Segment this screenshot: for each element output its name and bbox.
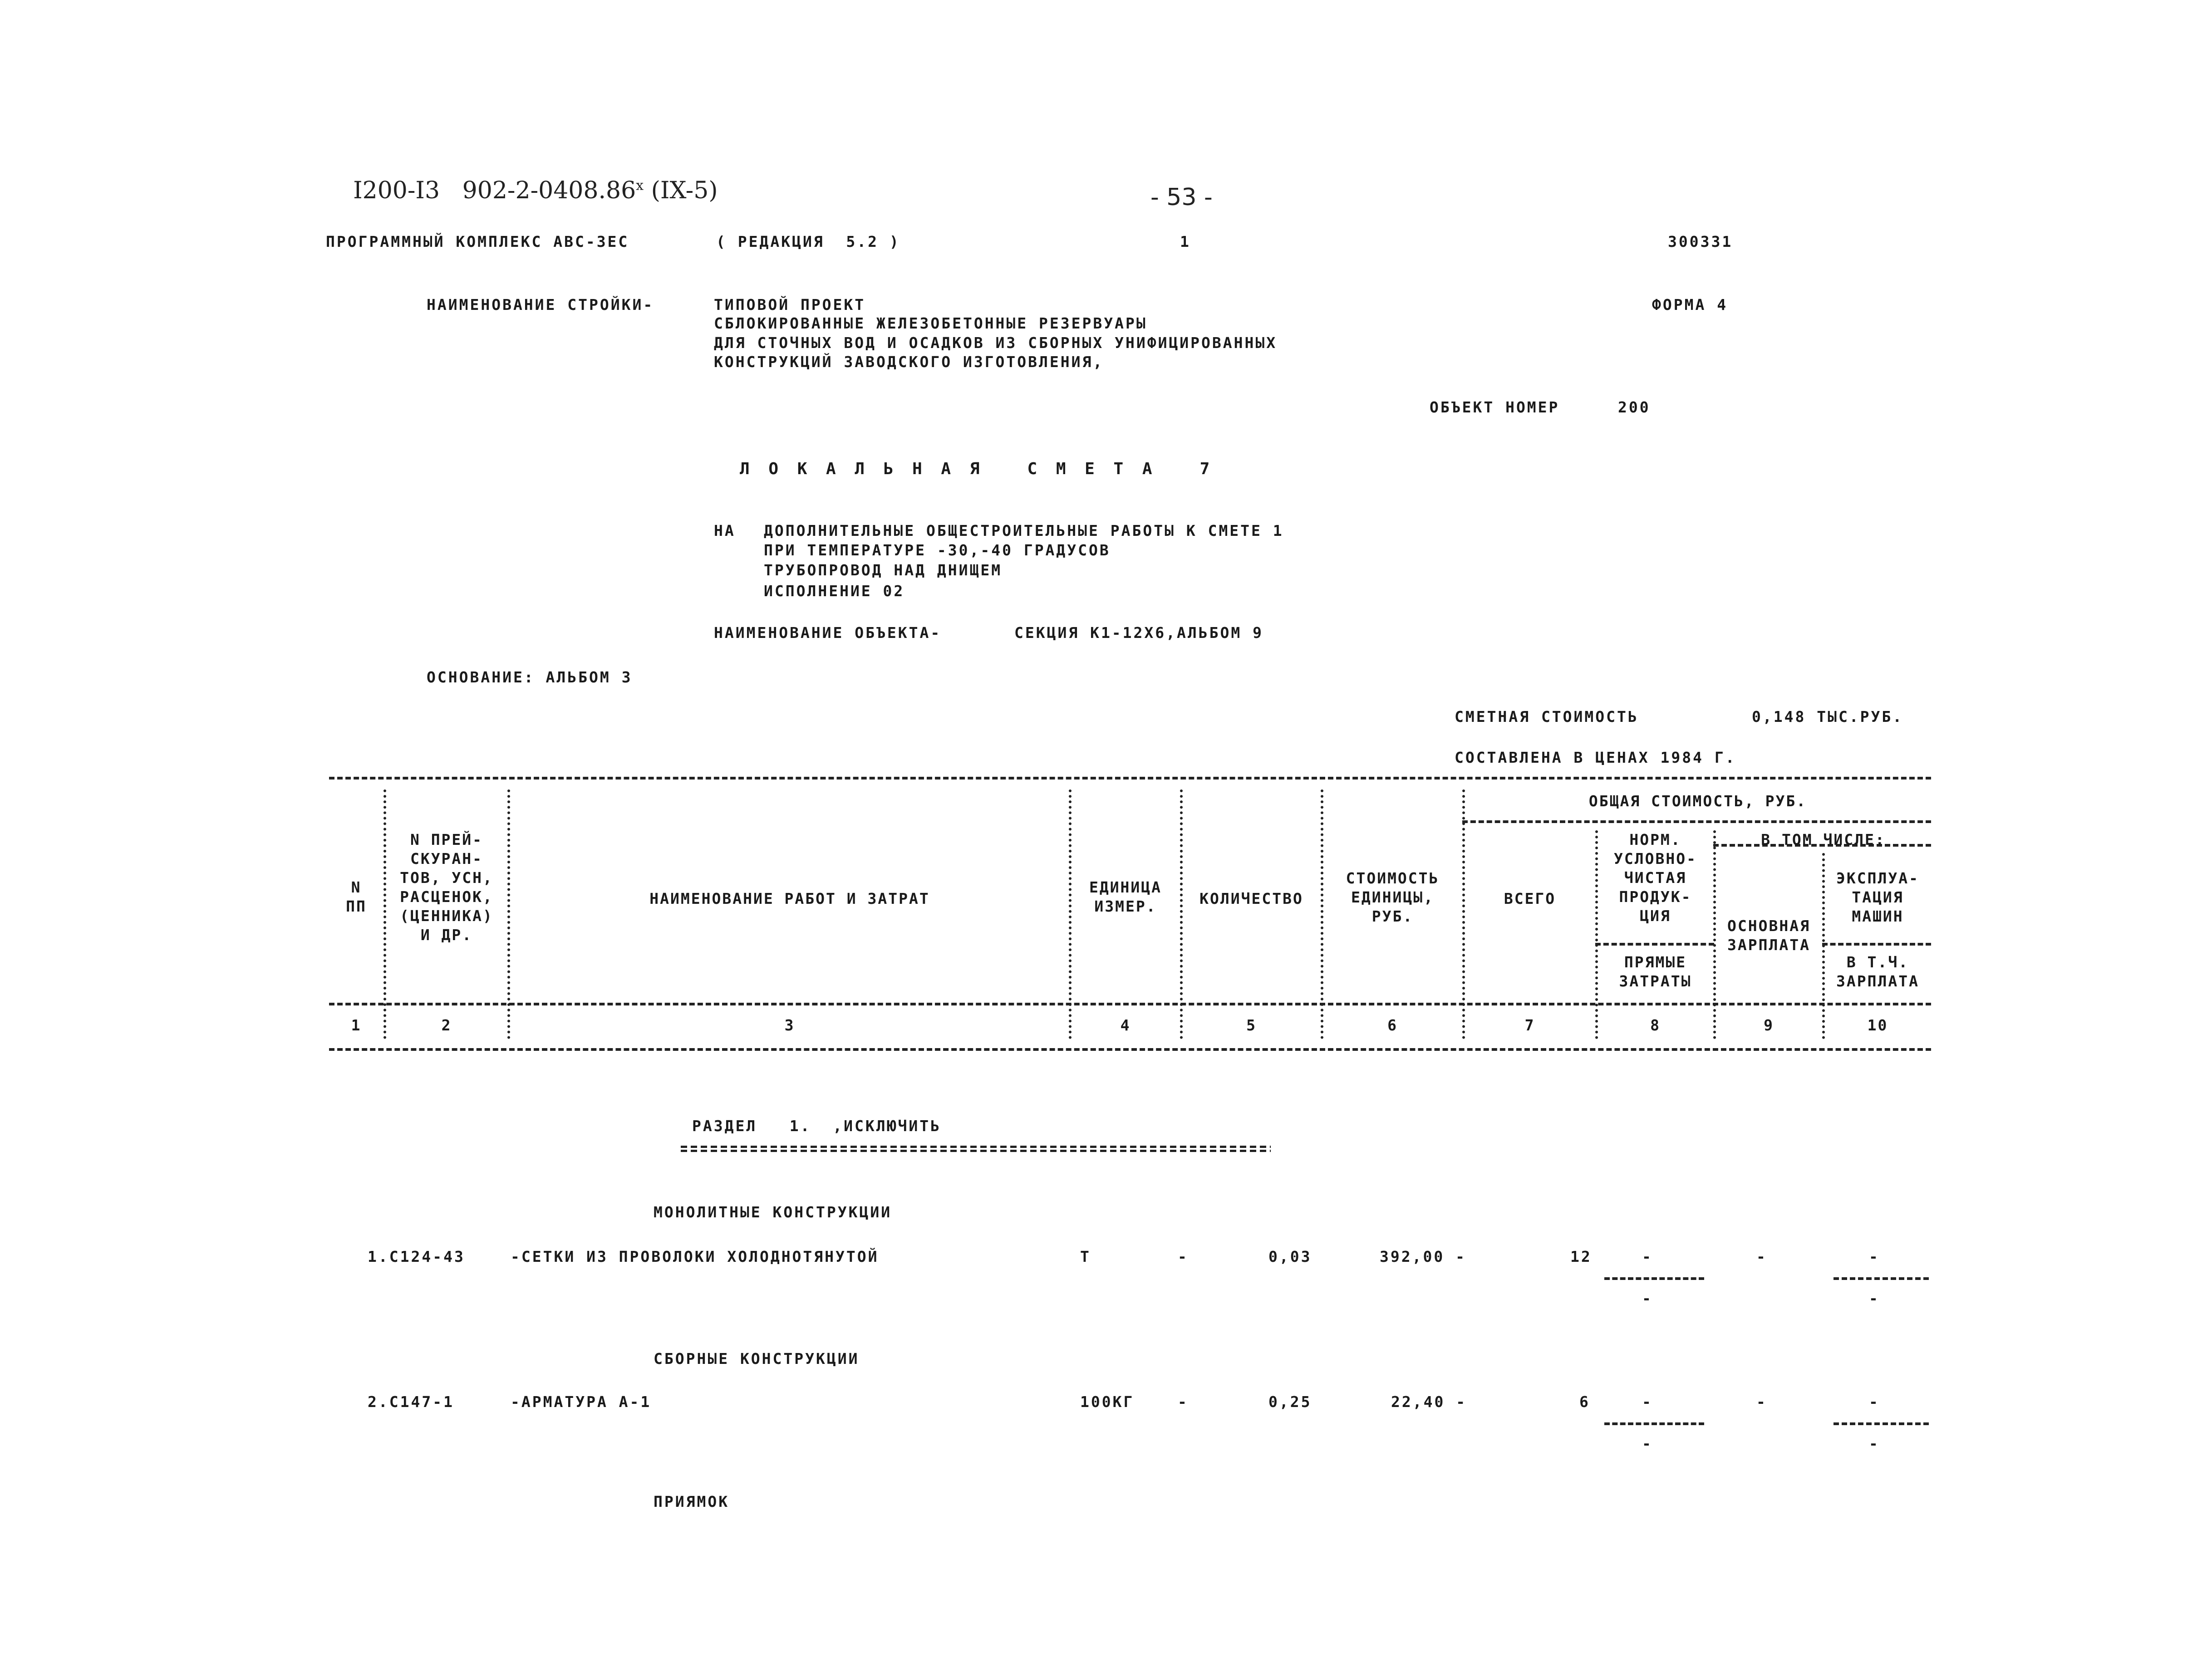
header-col-7: ВСЕГО [1504,890,1556,907]
row-mark: - [1178,1393,1189,1411]
row-col8-sub: - [1642,1435,1653,1452]
col10-split-rule [1822,943,1931,946]
col-number-8: 8 [1650,1016,1661,1034]
object-number-label: ОБЪЕКТ НОМЕР [1430,398,1560,416]
col-number-3: 3 [784,1016,795,1034]
sheet-number: 1 [1180,233,1191,250]
row-unit: 100КГ [1080,1393,1135,1411]
section-title-underline [681,1146,1271,1152]
project-line-4: КОНСТРУКЦИЙ ЗАВОДСКОГО ИЗГОТОВЛЕНИЯ, [714,353,1104,371]
estimate-on-line-3: ТРУБОПРОВОД НАД ДНИЩЕМ [764,561,1003,579]
doc-code-2-sup: x [636,177,644,194]
header-col-6: СТОИМОСТЬ ЕДИНИЦЫ, РУБ. [1346,869,1440,925]
doc-code-3: (IX-5) [651,177,718,204]
doc-code-1: I200-I3 [353,177,440,204]
doc-code [338,150,718,204]
group-name-3: ПРИЯМОК [654,1493,730,1510]
row-col8-split [1604,1277,1704,1280]
cost-value: 0,148 ТЫС.РУБ. [1752,708,1904,726]
row-col8: - [1642,1393,1653,1411]
col-number-6: 6 [1387,1016,1398,1034]
project-line-3: ДЛЯ СТОЧНЫХ ВОД И ОСАДКОВ ИЗ СБОРНЫХ УНИФИЦИРОВАННЫХ [714,334,1278,352]
row-qty: 0,25 [1268,1393,1312,1411]
numbers-bottom-rule [329,1048,1931,1051]
row-code: 2.С147-1 [368,1393,454,1411]
doc-id: 300331 [1668,233,1733,250]
col-number-10: 10 [1867,1016,1888,1034]
estimate-on-line-2: ПРИ ТЕМПЕРАТУРЕ -30,-40 ГРАДУСОВ [764,541,1111,559]
estimate-on-line-4: ИСПОЛНЕНИЕ 02 [764,582,905,600]
col-sep-2 [507,789,515,1039]
form-label: ФОРМА 4 [1652,296,1728,314]
row-qty: 0,03 [1268,1248,1312,1265]
row-col9: - [1756,1393,1767,1411]
header-col-10a: ЭКСПЛУА- ТАЦИЯ МАШИН [1836,869,1919,925]
basis: ОСНОВАНИЕ: АЛЬБОМ 3 [427,668,633,686]
project-label: НАИМЕНОВАНИЕ СТРОЙКИ- [427,296,654,314]
row-price: 22,40 - [1391,1393,1467,1411]
revision: ( РЕДАКЦИЯ 5.2 ) [716,233,900,250]
row-col10: - [1869,1248,1880,1265]
header-col-10b: В Т.Ч. ЗАРПЛАТА [1836,953,1919,990]
header-col-4: ЕДИНИЦА ИЗМЕР. [1089,878,1162,915]
header-group: ОБЩАЯ СТОИМОСТЬ, РУБ. [1588,792,1807,810]
project-line-2: СБЛОКИРОВАННЫЕ ЖЕЛЕЗОБЕТОННЫЕ РЕЗЕРВУАРЫ [714,314,1147,332]
row-code: 1.С124-43 [368,1248,465,1265]
row-col10-sub: - [1869,1289,1880,1307]
project-line-1: ТИПОВОЙ ПРОЕКТ [714,296,866,314]
object-name: СЕКЦИЯ К1-12Х6,АЛЬБОМ 9 [1014,624,1263,642]
row-name: -АРМАТУРА А-1 [511,1393,652,1411]
cost-label: СМЕТНАЯ СТОИМОСТЬ [1455,708,1639,726]
page-number: - 53 - [1150,184,1213,211]
group-rule [1462,820,1931,823]
col-number-2: 2 [441,1016,452,1034]
row-total: 6 [1579,1393,1590,1411]
col-sep-4 [1180,789,1187,1039]
header-col-8a: НОРМ. УСЛОВНО- ЧИСТАЯ ПРОДУК- ЦИЯ [1614,831,1697,925]
header-bottom-rule [329,1003,1931,1005]
row-price: 392,00 - [1380,1248,1466,1265]
row-total: 12 [1570,1248,1592,1265]
header-col-1: N ПП [346,878,367,915]
row-col8-sub: - [1642,1289,1653,1307]
col-number-7: 7 [1524,1016,1535,1034]
prices-year: СОСТАВЛЕНА В ЦЕНАХ 1984 Г. [1455,749,1736,766]
estimate-on-label: НА [714,522,736,539]
row-col10-split [1834,1422,1929,1425]
object-number: 200 [1618,398,1651,416]
col-number-1: 1 [351,1016,362,1034]
col-sep-6 [1462,789,1470,1039]
header-subgroup: В ТОМ ЧИСЛЕ: [1761,831,1886,848]
row-col8-split [1604,1422,1704,1425]
header-col-8b: ПРЯМЫЕ ЗАТРАТЫ [1619,953,1692,990]
estimate-on-line-1: ДОПОЛНИТЕЛЬНЫЕ ОБЩЕСТРОИТЕЛЬНЫЕ РАБОТЫ К СМЕТЕ 1 [764,522,1284,539]
row-col8: - [1642,1248,1653,1265]
header-col-3: НАИМЕНОВАНИЕ РАБОТ И ЗАТРАТ [649,890,930,907]
header-col-9: ОСНОВНАЯ ЗАРПЛАТА [1727,917,1810,954]
header-col-5: КОЛИЧЕСТВО [1199,890,1303,907]
group-name-2: СБОРНЫЕ КОНСТРУКЦИИ [654,1350,860,1368]
row-col10-sub: - [1869,1435,1880,1452]
col-number-9: 9 [1764,1016,1774,1034]
row-unit: Т [1080,1248,1091,1265]
row-mark: - [1178,1248,1189,1265]
row-col9: - [1756,1248,1767,1265]
col8-split-rule [1595,943,1714,946]
object-name-label: НАИМЕНОВАНИЕ ОБЪЕКТА- [714,624,942,642]
col-number-4: 4 [1120,1016,1131,1034]
estimate-title: Л О К А Л Ь Н А Я С М Е Т А 7 [740,460,1214,478]
header-col-2: N ПРЕЙ- СКУРАН- ТОВ, УСН, РАСЦЕНОК, (ЦЕННИКА) И ДР. [400,831,493,944]
row-col10-split [1834,1277,1929,1280]
group-name-1: МОНОЛИТНЫЕ КОНСТРУКЦИИ [654,1203,892,1221]
row-name: -СЕТКИ ИЗ ПРОВОЛОКИ ХОЛОДНОТЯНУТОЙ [511,1248,879,1265]
row-col10: - [1869,1393,1880,1411]
table-top-rule [329,777,1931,780]
col-number-5: 5 [1246,1016,1257,1034]
program-name: ПРОГРАММНЫЙ КОМПЛЕКС АВС-3ЕС [326,233,629,250]
section-title: РАЗДЕЛ 1. ,ИСКЛЮЧИТЬ [692,1117,941,1135]
doc-code-2: 902-2-0408.86 [462,177,636,204]
